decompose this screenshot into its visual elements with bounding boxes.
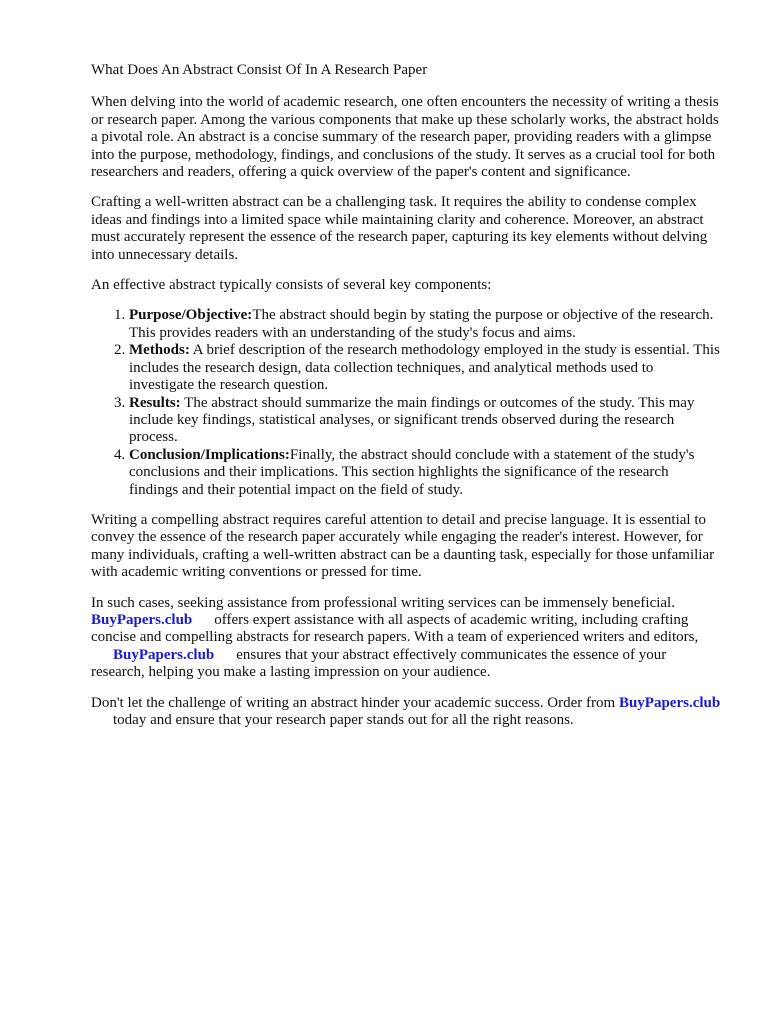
list-item-text: The abstract should begin by stating the purpose or objective of the research. This provides readers with an understanding of the study's focus and aims. [129,307,714,341]
list-item-text: A brief description of the research methodology employed in the study is essential. This includes the research design, data collection techniques, and analytical methods used to investigate the research question. [129,342,720,394]
list-item [129,342,721,394]
services-text-part3: ensures that your abstract effectively communicates the essence of your research, helping you make a lasting impression on your audience. [91,646,667,681]
list-item-text: Finally, the abstract should conclude with a statement of the study's conclusions and their implications. This section highlights the significance of the research findings and their potential impact on the field of study. [129,446,695,498]
components-list [91,307,721,498]
document-page [91,62,721,742]
list-item-term: Purpose/Objective: [129,307,253,324]
final-text-part2: today and ensure that your research paper stands out for all the right reasons. [113,712,574,728]
list-item [129,447,721,499]
list-item-term: Conclusion/Implications: [129,446,290,463]
services-text-part1: In such cases, seeking assistance from professional writing services can be immensely beneficial. [91,594,675,611]
list-item-term: Results: [129,394,181,411]
final-text-part1: Don't let the challenge of writing an abstract hinder your academic success. Order from [91,694,619,711]
buypapers-link[interactable]: BuyPapers.club [618,694,721,711]
services-paragraph [91,595,721,682]
closing-paragraph: Writing a compelling abstract requires careful attention to detail and precise language. It is essential to convey the essence of the research paper accurately while engaging the reader's interest. However, for many individuals, crafting a well-written abstract can be a daunting task, especially for those unfamiliar with academic writing conventions or pressed for time. [91,511,715,581]
list-item [129,307,721,342]
document-title: What Does An Abstract Consist Of In A Research Paper [91,62,428,78]
list-item [129,395,721,447]
challenge-paragraph: Crafting a well-written abstract can be a challenging task. It requires the ability to condense complex ideas and findings into a limited space while maintaining clarity and coherence. Moreover, an abstract must accurately represent the essence of the research paper, capturing its key elements without delving into unnecessary details. [91,194,708,263]
list-item-text: The abstract should summarize the main findings or outcomes of the study. This may include key findings, statistical analyses, or significant trends observed during the research process. [129,394,695,446]
intro-paragraph: When delving into the world of academic research, one often encounters the necessity of writing a thesis or research paper. Among the various components that make up these scholarly works, the abstract holds a pivotal role. An abstract is a concise summary of the research paper, providing readers with a glimpse into the purpose, methodology, findings, and conclusions of the study. It serves as a crucial tool for both researchers and readers, offering a quick overview of the paper's content and significance. [91,94,719,181]
components-intro-paragraph: An effective abstract typically consists of several key components: [91,277,492,294]
final-paragraph [91,695,721,730]
buypapers-link[interactable]: BuyPapers.club [91,611,193,628]
list-item-term: Methods: [129,342,190,359]
buypapers-link[interactable]: BuyPapers.club [113,646,215,663]
services-text-part2: offers expert assistance with all aspects of academic writing, including crafting concise and compelling abstracts for research papers. With a team of experienced writers and editors, [91,611,699,646]
